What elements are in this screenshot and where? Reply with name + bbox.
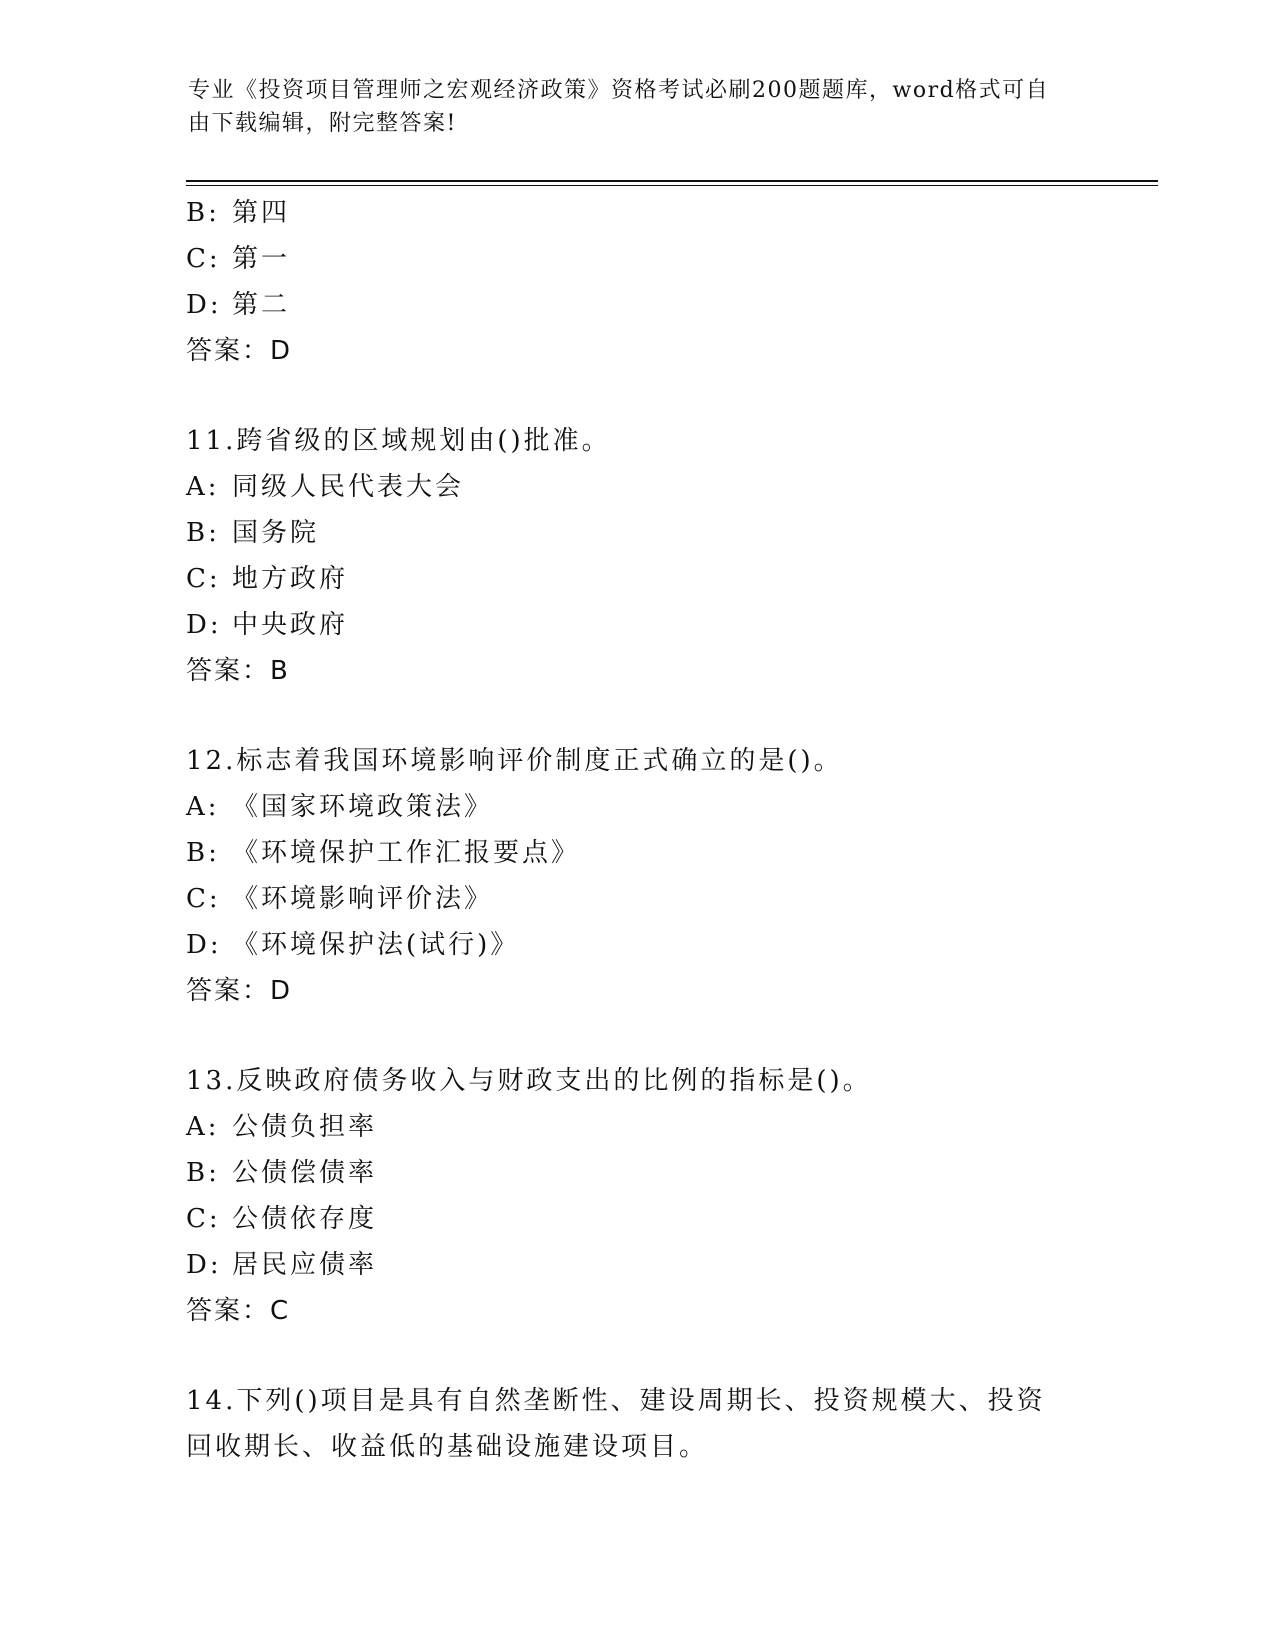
option-key: A:: [186, 472, 220, 502]
option-text: 地方政府: [232, 564, 349, 594]
option-b: [186, 190, 1086, 236]
option-a: [186, 1104, 1086, 1150]
header-rule-thin: [186, 185, 1158, 186]
option-text: 《国家环境政策法》: [232, 792, 494, 822]
option-c: [186, 556, 1086, 602]
option-c: [186, 1196, 1086, 1242]
option-text: 第四: [232, 198, 291, 228]
option-key: C:: [186, 1204, 221, 1234]
option-key: D:: [186, 610, 222, 640]
header-rule-thick: [186, 180, 1158, 182]
option-key: A:: [186, 792, 220, 822]
option-text: 公债偿债率: [232, 1158, 378, 1188]
option-text: 公债依存度: [232, 1204, 378, 1234]
option-d: [186, 1242, 1086, 1288]
option-key: B:: [186, 1158, 220, 1188]
question-list: [186, 190, 1086, 1470]
option-text: 中央政府: [232, 610, 349, 640]
option-key: C:: [186, 884, 221, 914]
option-key: C:: [186, 244, 221, 274]
option-text: 《环境影响评价法》: [232, 884, 494, 914]
option-b: [186, 830, 1086, 876]
option-text: 公债负担率: [232, 1112, 378, 1142]
question-block-10: [186, 190, 1086, 374]
option-text: 国务院: [232, 518, 320, 548]
option-key: B:: [186, 838, 220, 868]
option-text: 《环境保护工作汇报要点》: [232, 838, 581, 868]
option-d: [186, 922, 1086, 968]
option-key: C:: [186, 564, 221, 594]
option-b: [186, 1150, 1086, 1196]
answer-line: 答案：C: [186, 1296, 291, 1326]
question-block-12: [186, 738, 1086, 1014]
option-c: [186, 876, 1086, 922]
option-b: [186, 510, 1086, 556]
option-a: [186, 464, 1086, 510]
option-d: [186, 602, 1086, 648]
question-stem: 14.下列()项目是具有自然垄断性、建设周期长、投资规模大、投资回收期长、收益低的基础设施建设项目。: [186, 1386, 1046, 1462]
option-text: 《环境保护法(试行)》: [232, 930, 520, 960]
option-key: B:: [186, 198, 220, 228]
option-key: D:: [186, 290, 222, 320]
option-a: [186, 784, 1086, 830]
answer-line: 答案：B: [186, 656, 290, 686]
question-stem: 13.反映政府债务收入与财政支出的比例的指标是()。: [186, 1066, 872, 1096]
answer-line: 答案：D: [186, 976, 293, 1006]
option-text: 居民应债率: [232, 1250, 378, 1280]
option-key: D:: [186, 930, 222, 960]
question-block-11: [186, 418, 1086, 694]
question-stem: 11.跨省级的区域规划由()批准。: [186, 426, 611, 456]
option-key: B:: [186, 518, 220, 548]
option-c: [186, 236, 1086, 282]
option-text: 第一: [232, 244, 291, 274]
option-d: [186, 282, 1086, 328]
answer-line: 答案：D: [186, 336, 293, 366]
question-block-13: [186, 1058, 1086, 1334]
question-block-14: [186, 1378, 1086, 1470]
option-text: 同级人民代表大会: [232, 472, 465, 502]
option-text: 第二: [232, 290, 291, 320]
document-header: 专业《投资项目管理师之宏观经济政策》资格考试必刷200题题库，word格式可自由下载编辑，附完整答案!: [188, 78, 1050, 136]
option-key: A:: [186, 1112, 220, 1142]
question-stem: 12.标志着我国环境影响评价制度正式确立的是()。: [186, 746, 843, 776]
option-key: D:: [186, 1250, 222, 1280]
